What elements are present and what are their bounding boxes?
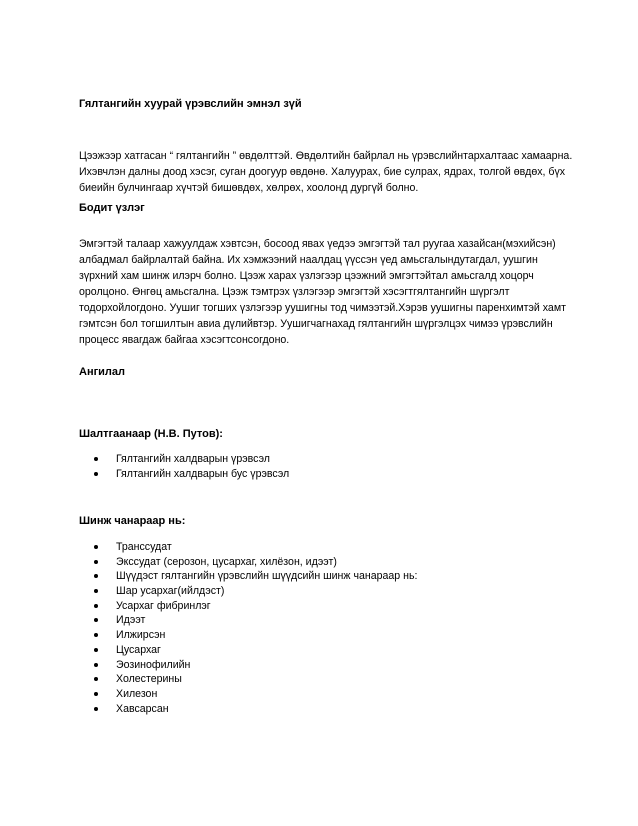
exam-paragraph xyxy=(79,236,569,348)
exam-line: тодорхойлогдоно. Уушиг тогших үзлэгээр уушигны тод чимээтэй.Хэрэв уушигны паренхимтэй хамт xyxy=(79,302,566,314)
bullet-icon xyxy=(94,457,98,461)
list-item xyxy=(79,643,417,658)
bullet-icon xyxy=(94,560,98,564)
list-item-text: Экссудат (серозон, цусархаг, хилёзон, идээт) xyxy=(116,555,337,568)
bullet-icon xyxy=(94,663,98,667)
exam-line: оролцоно. Өнгөц амьсгална. Цээж тэмтрэх үзлэгээр эмгэгтэй хэсэгтгялтангийн шүргэлт xyxy=(79,286,510,298)
list-item-text: Идээт xyxy=(116,614,146,627)
nature-heading: Шинж чанараар нь: xyxy=(79,515,186,527)
list-item-text: Цусархаг xyxy=(116,643,161,656)
nature-list xyxy=(79,540,417,716)
intro-line: биеийн булчингаар хүчтэй бишөвдөх, хөлрөх, хоолонд дургүй болно. xyxy=(79,182,419,194)
bullet-icon xyxy=(94,618,98,622)
bullet-icon xyxy=(94,633,98,637)
list-item xyxy=(79,702,417,717)
bullet-icon xyxy=(94,692,98,696)
list-item xyxy=(79,584,417,599)
list-item-text: Гялтангийн халдварын бус үрэвсэл xyxy=(116,467,290,480)
bullet-icon xyxy=(94,589,98,593)
exam-line: гэмтсэн бол тогшилтын авиа дүлийвтэр. Уушигчагнахад гялтангийн шүргэлцэх чимээ үрэвслийн xyxy=(79,318,553,330)
list-item xyxy=(79,452,289,467)
list-item xyxy=(79,628,417,643)
exam-heading: Бодит үзлэг xyxy=(79,202,145,214)
exam-line: зүрхний хам шинж илэрч болно. Цээж харах үзлэгээр цээжний эмгэгтэйтал амьсгалд хоцорч xyxy=(79,270,534,282)
bullet-icon xyxy=(94,604,98,608)
list-item xyxy=(79,599,417,614)
list-item-text: Усархаг фибринлэг xyxy=(116,599,211,612)
list-item-text: Транссудат xyxy=(116,541,172,553)
list-item-text: Хилезон xyxy=(116,687,158,700)
intro-line: Ихэвчлэн далны доод хэсэг, суган доогуур өвдөнө. Халуурах, бие сулрах, ядрах, толгой өвдөх, бүх xyxy=(79,166,566,178)
intro-paragraph xyxy=(79,148,573,196)
list-item xyxy=(79,540,417,555)
document-title: Гялтангийн хуурай үрэвслийн эмнэл зүй xyxy=(79,98,302,110)
list-item xyxy=(79,467,289,482)
list-item xyxy=(79,555,417,570)
list-item xyxy=(79,672,417,687)
cause-heading: Шалтгаанаар (Н.В. Путов): xyxy=(79,428,223,440)
list-item-text: Гялтангийн халдварын үрэвсэл xyxy=(116,453,270,465)
list-item-text: Шар усархаг(ийлдэст) xyxy=(116,585,225,598)
cause-list xyxy=(79,452,289,481)
list-item-text: Холестерины xyxy=(116,673,182,686)
list-item xyxy=(79,687,417,702)
list-item-text: Шүүдэст гялтангийн үрэвслийн шүүдсийн шинж чанараар нь: xyxy=(116,570,418,583)
exam-line: процесс явагдаж байгаа хэсэгтсонсогдоно. xyxy=(79,334,290,346)
list-item xyxy=(79,613,417,628)
bullet-icon xyxy=(94,677,98,681)
bullet-icon xyxy=(94,648,98,652)
classification-heading: Ангилал xyxy=(79,366,126,378)
list-item-text: Илжирсэн xyxy=(116,629,166,642)
list-item xyxy=(79,658,417,673)
bullet-icon xyxy=(94,545,98,549)
list-item-text: Хавсарсан xyxy=(116,702,169,715)
list-item xyxy=(79,569,417,584)
list-item-text: Эозинофилийн xyxy=(116,658,191,671)
intro-line: Цээжээр хатгасан “ гялтангийн ” өвдөлттэй. Өвдөлтийн байрлал нь үрэвслийнтархалтаас хамаарна. xyxy=(79,150,573,162)
bullet-icon xyxy=(94,707,98,711)
bullet-icon xyxy=(94,574,98,578)
exam-line: албадмал байрлалтай байна. Их хэмжээний наалдац үүссэн үед амьсгалындутагдал, уушгин xyxy=(79,254,538,266)
bullet-icon xyxy=(94,472,98,476)
exam-line: Эмгэгтэй талаар хажуулдаж хэвтсэн, босоод явах үедээ эмгэгтэй тал руугаа хазайсан(мэхийсэн) xyxy=(79,238,556,250)
